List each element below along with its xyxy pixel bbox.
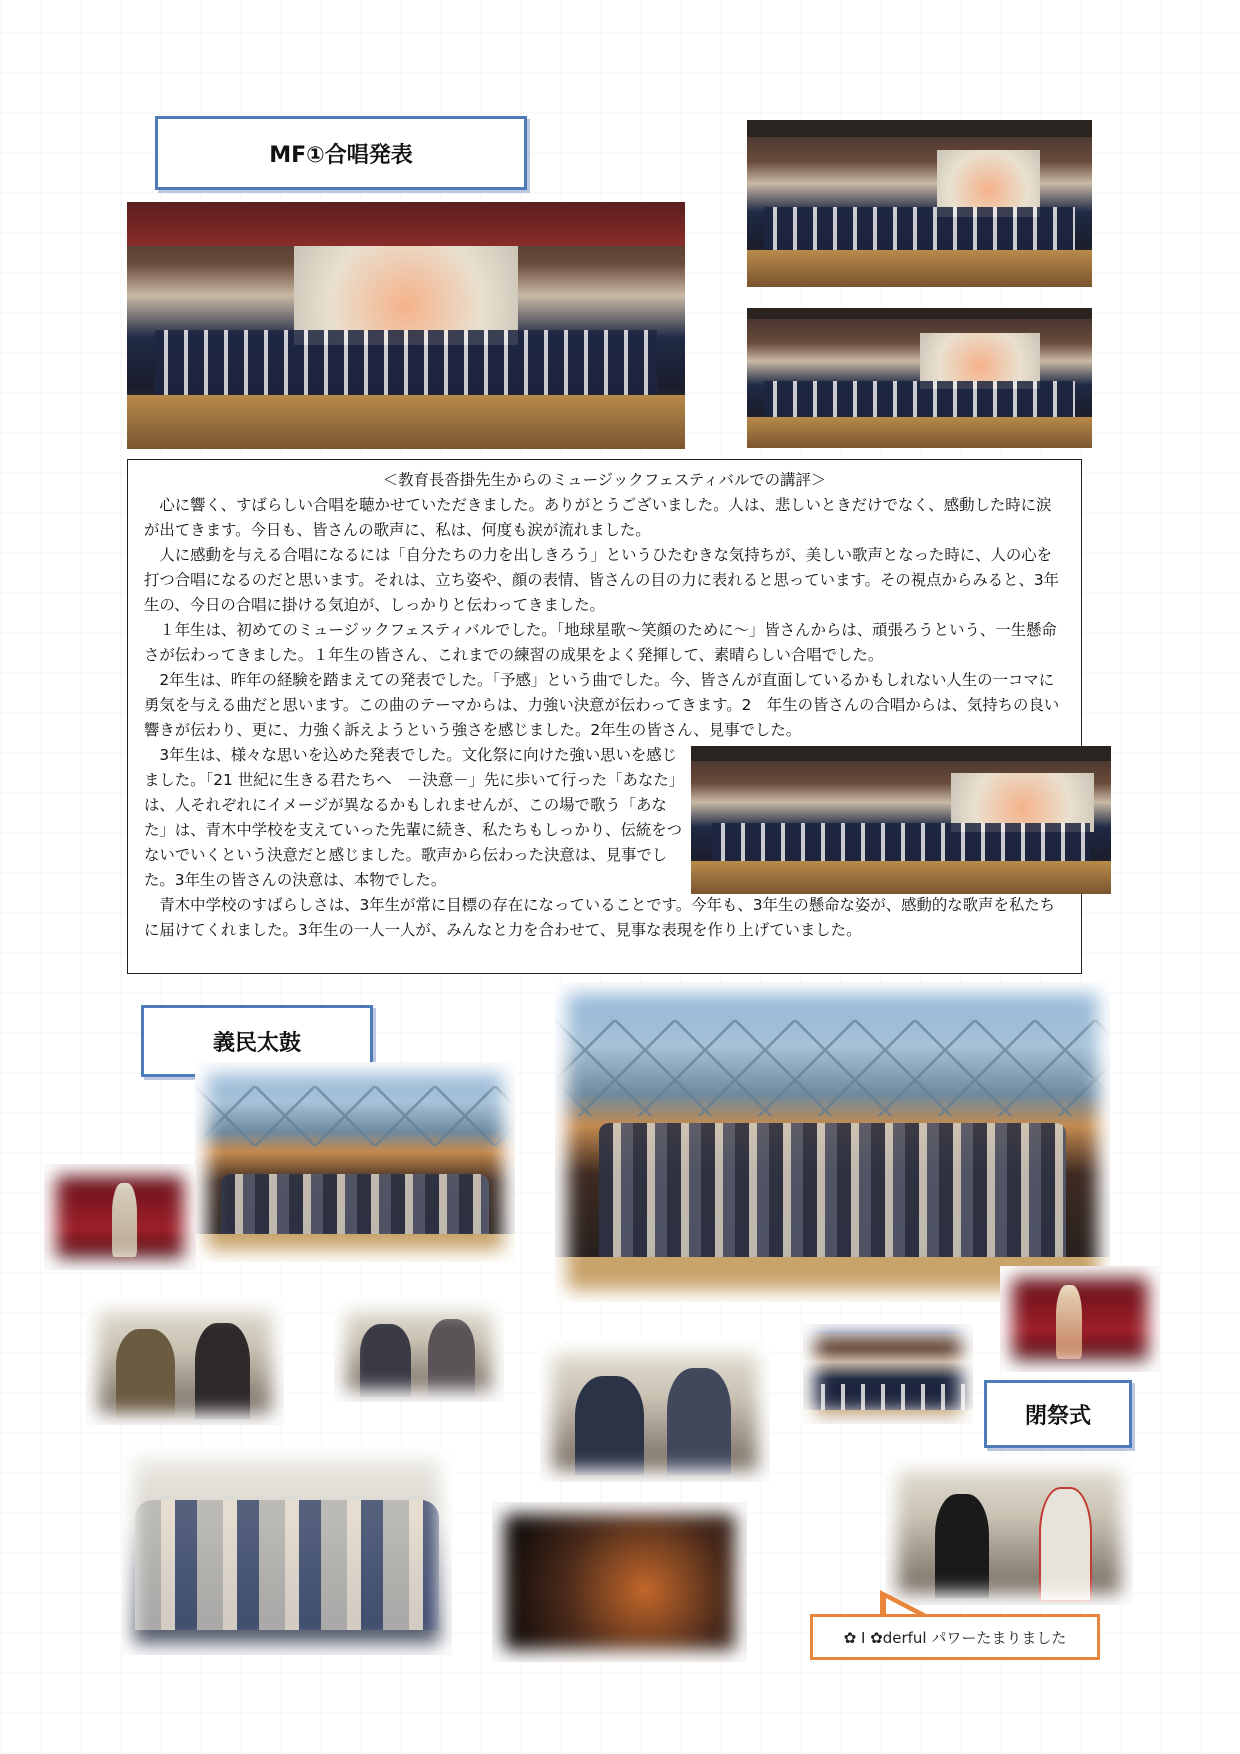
chorus-photo-right-top bbox=[747, 120, 1092, 287]
chorus-title-text: MF①合唱発表 bbox=[269, 142, 413, 168]
taiko-photo-dancers bbox=[122, 1445, 452, 1655]
section-title-chorus bbox=[155, 116, 527, 190]
review-paragraph-5: 3年生は、様々な思いを込めた発表でした。文化祭に向けた強い思いを感じました。「21 世紀に生きる君たちへ －決意－」先に歩いて行った「あなた」は、人それぞれにイメージが異なるかもしれませんが、この場で歌う「あなた」は、青木中学校を支えていった先輩に続き、私たちもしっかり、伝統をつないでいくという決意だと感じました。歌声から伝わった決意は、見事でした。3年生の皆さんの決意は、本物でした。 bbox=[144, 746, 683, 889]
taiko-photo-backstage bbox=[334, 1298, 504, 1402]
chorus-photo-main bbox=[127, 202, 685, 449]
review-paragraph-1: 心に響く、すばらしい合唱を聴かせていただきました。ありがとうございました。人は、悲しいときだけでなく、感動した時に涙が出てきます。今日も、皆さんの歌声に、私は、何度も涙が流れました。 bbox=[144, 496, 1052, 539]
review-text-box bbox=[127, 459, 1082, 974]
callout-text: ✿ I ✿derful パワーたまりました bbox=[843, 1628, 1067, 1647]
taiko-photo-performer bbox=[1000, 1266, 1160, 1372]
review-paragraph-4: 2年生は、昨年の経験を踏まえての発表でした。「予感」という曲でした。今、皆さんが直面しているかもしれない人生の一コマに勇気を与える曲だと思います。この曲のテーマからは、力強い決意が伝わってきます。2 年生の皆さんの合唱からは、気持ちの良い響きが伝わり、更に、力強く訴えようという強さを感じました。2年生の皆さん、見事でした。 bbox=[144, 671, 1060, 739]
taiko-photo-group bbox=[555, 982, 1110, 1302]
closing-title-text: 閉祭式 bbox=[1024, 1403, 1091, 1429]
taiko-photo-makeup bbox=[540, 1340, 770, 1482]
closing-photo bbox=[885, 1457, 1133, 1605]
taiko-photo-stage bbox=[195, 1062, 515, 1262]
section-title-closing bbox=[984, 1380, 1132, 1448]
taiko-photo-drumming bbox=[492, 1502, 747, 1662]
closing-callout bbox=[810, 1614, 1100, 1660]
taiko-photo-banner bbox=[86, 1297, 284, 1425]
review-heading: ＜教育長沓掛先生からのミュージックフェスティバルでの講評＞ bbox=[382, 471, 827, 489]
taiko-photo-rehearsal bbox=[803, 1324, 973, 1424]
review-paragraph-3: １年生は、初めてのミュージックフェスティバルでした。「地球星歌～笑顔のために～」皆さんからは、頑張ろうという、一生懸命さが伝わってきました。１年生の皆さん、これまでの練習の成果をよく発揮して、素晴らしい合唱でした。 bbox=[144, 621, 1057, 664]
third-grade-chorus-photo bbox=[691, 746, 1111, 894]
review-paragraph-6: 青木中学校のすばらしさは、3年生が常に目標の存在になっていることです。今年も、3年生の懸命な姿が、感動的な歌声を私たちに届けてくれました。3年生の一人一人が、みんなと力を合わせて、見事な表現を作り上げていました。 bbox=[144, 896, 1056, 939]
review-paragraph-2: 人に感動を与える合唱になるには「自分たちの力を出しきろう」というひたむきな気持ちが、美しい歌声となった時に、人の心を打つ合唱になるのだと思います。それは、立ち姿や、顔の表情、皆さんの目の力に表れると思っています。その視点からみると、3年生の、今日の合唱に掛ける気迫が、しっかりと伝わってきました。 bbox=[144, 546, 1060, 614]
chorus-photo-right-bottom bbox=[747, 308, 1092, 448]
taiko-title-text: 義民太鼓 bbox=[212, 1030, 301, 1056]
taiko-photo-solo bbox=[44, 1164, 196, 1270]
